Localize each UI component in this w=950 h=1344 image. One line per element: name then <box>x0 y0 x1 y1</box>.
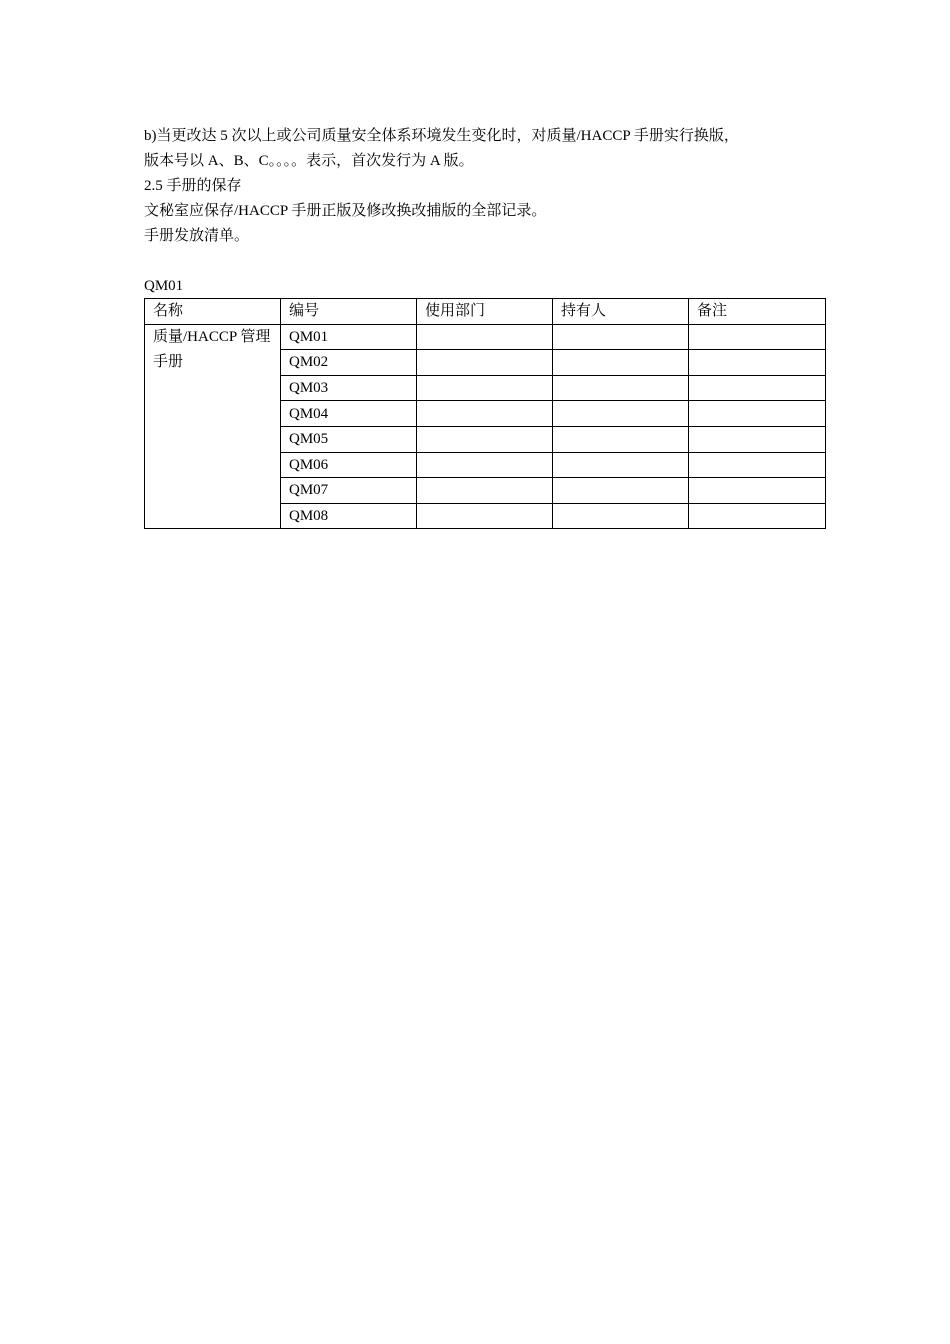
remark-cell <box>689 478 826 504</box>
header-name: 名称 <box>145 299 281 325</box>
code-cell: QM02 <box>281 350 417 376</box>
department-cell <box>417 478 553 504</box>
header-remark: 备注 <box>689 299 826 325</box>
section-heading: 2.5 手册的保存 <box>144 178 242 194</box>
holder-cell <box>553 324 689 350</box>
department-cell <box>417 426 553 452</box>
table-label: QM01 <box>144 278 184 294</box>
remark-cell <box>689 350 826 376</box>
code-cell: QM08 <box>281 503 417 529</box>
paragraph-storage: 文秘室应保存/HACCP 手册正版及修改换改捕版的全部记录。 <box>144 203 547 219</box>
code-cell: QM05 <box>281 426 417 452</box>
table-header-row <box>145 299 826 325</box>
remark-cell <box>689 426 826 452</box>
paragraph-revision-line2: 版本号以 A、B、C。。。。表示，首次发行为 A 版。 <box>144 153 474 169</box>
remark-cell <box>689 375 826 401</box>
table-row <box>145 324 826 350</box>
department-cell <box>417 452 553 478</box>
code-cell: QM04 <box>281 401 417 427</box>
code-cell: QM01 <box>281 324 417 350</box>
remark-cell <box>689 324 826 350</box>
code-cell: QM03 <box>281 375 417 401</box>
holder-cell <box>553 350 689 376</box>
code-cell: QM07 <box>281 478 417 504</box>
distribution-table <box>144 298 826 529</box>
paragraph-revision-line1: b)当更改达 5 次以上或公司质量安全体系环境发生变化时，对质量/HACCP 手册实行换版， <box>144 128 739 144</box>
remark-cell <box>689 503 826 529</box>
department-cell <box>417 375 553 401</box>
header-department: 使用部门 <box>417 299 553 325</box>
header-code: 编号 <box>281 299 417 325</box>
holder-cell <box>553 401 689 427</box>
holder-cell <box>553 478 689 504</box>
holder-cell <box>553 452 689 478</box>
department-cell <box>417 401 553 427</box>
holder-cell <box>553 426 689 452</box>
department-cell <box>417 503 553 529</box>
blank-line <box>144 249 824 274</box>
document-page <box>144 124 824 529</box>
manual-name-cell: 质量/HACCP 管理手册 <box>145 324 281 529</box>
paragraph-distribution-list: 手册发放清单。 <box>144 228 250 244</box>
code-cell: QM06 <box>281 452 417 478</box>
header-holder: 持有人 <box>553 299 689 325</box>
department-cell <box>417 324 553 350</box>
holder-cell <box>553 503 689 529</box>
department-cell <box>417 350 553 376</box>
remark-cell <box>689 452 826 478</box>
remark-cell <box>689 401 826 427</box>
holder-cell <box>553 375 689 401</box>
